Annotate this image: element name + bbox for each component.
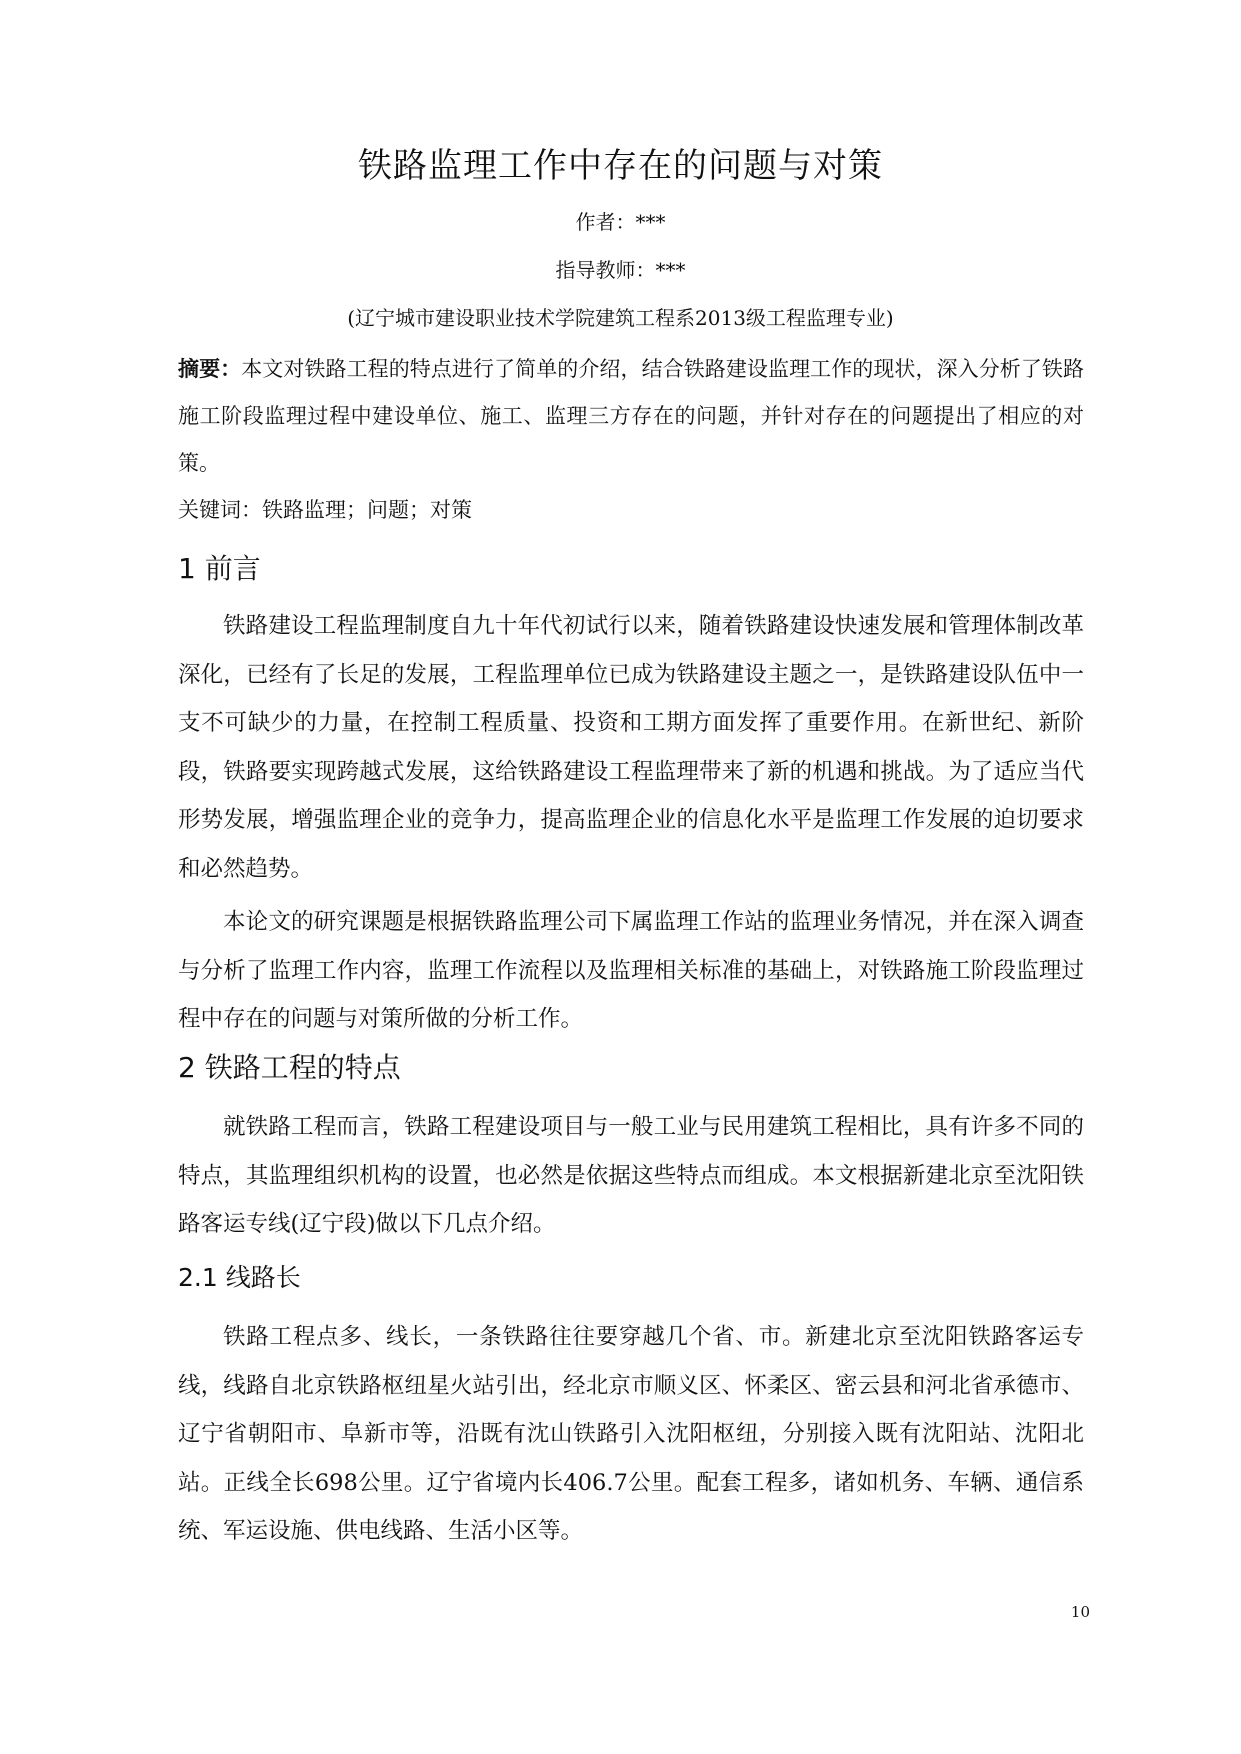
paragraph: 铁路工程点多、线长，一条铁路往往要穿越几个省、市。新建北京至沈阳铁路客运专线，线路自北京铁路枢纽星火站引出，经北京市顺义区、怀柔区、密云县和河北省承德市、辽宁省朝阳市、阜新市等，沿既有沈山铁路引入沈阳枢纽，分别接入既有沈阳站、沈阳北站。正线全长698公里。辽宁省境内长406.7公里。配套工程多，诸如机务、车辆、通信系统、军运设施、供电线路、生活小区等。 (178, 1324, 1084, 1545)
section-heading-railway-features: 2 铁路工程的特点 (178, 1051, 401, 1084)
page-number: 10 (1070, 1603, 1090, 1621)
keywords-label: 关键词： (178, 498, 262, 522)
author-line: 作者：*** (575, 210, 666, 234)
abstract (178, 346, 1084, 487)
advisor-line: 指导教师：*** (555, 258, 686, 282)
paragraph: 本论文的研究课题是根据铁路监理公司下属监理工作站的监理业务情况，并在深入调查与分析了监理工作内容，监理工作流程以及监理相关标准的基础上，对铁路施工阶段监理过程中存在的问题与对策所做的分析工作。 (178, 909, 1084, 1033)
abstract-text: 本文对铁路工程的特点进行了简单的介绍，结合铁路建设监理工作的现状，深入分析了铁路施工阶段监理过程中建设单位、施工、监理三方存在的问题，并针对存在的问题提出了相应的对策。 (178, 357, 1085, 475)
affiliation-line: (辽宁城市建设职业技术学院建筑工程系2013级工程监理专业) (347, 306, 894, 330)
abstract-label: 摘要： (178, 357, 242, 381)
paper-title: 铁路监理工作中存在的问题与对策 (358, 146, 883, 186)
keywords-text: 铁路监理；问题；对策 (262, 498, 472, 522)
paragraph: 就铁路工程而言，铁路工程建设项目与一般工业与民用建筑工程相比，具有许多不同的特点，其监理组织机构的设置，也必然是依据这些特点而组成。本文根据新建北京至沈阳铁路客运专线(辽宁段)做以下几点介绍。 (178, 1114, 1084, 1238)
subsection-heading-long-line: 2.1 线路长 (178, 1263, 301, 1292)
paragraph: 铁路建设工程监理制度自九十年代初试行以来，随着铁路建设快速发展和管理体制改革深化，已经有了长足的发展，工程监理单位已成为铁路建设主题之一，是铁路建设队伍中一支不可缺少的力量，在控制工程质量、投资和工期方面发挥了重要作用。在新世纪、新阶段，铁路要实现跨越式发展，这给铁路建设工程监理带来了新的机遇和挑战。为了适应当代形势发展，增强监理企业的竞争力，提高监理企业的信息化水平是监理工作发展的迫切要求和必然趋势。 (178, 613, 1084, 882)
section-heading-preface: 1 前言 (178, 552, 261, 585)
keywords (178, 487, 1084, 534)
